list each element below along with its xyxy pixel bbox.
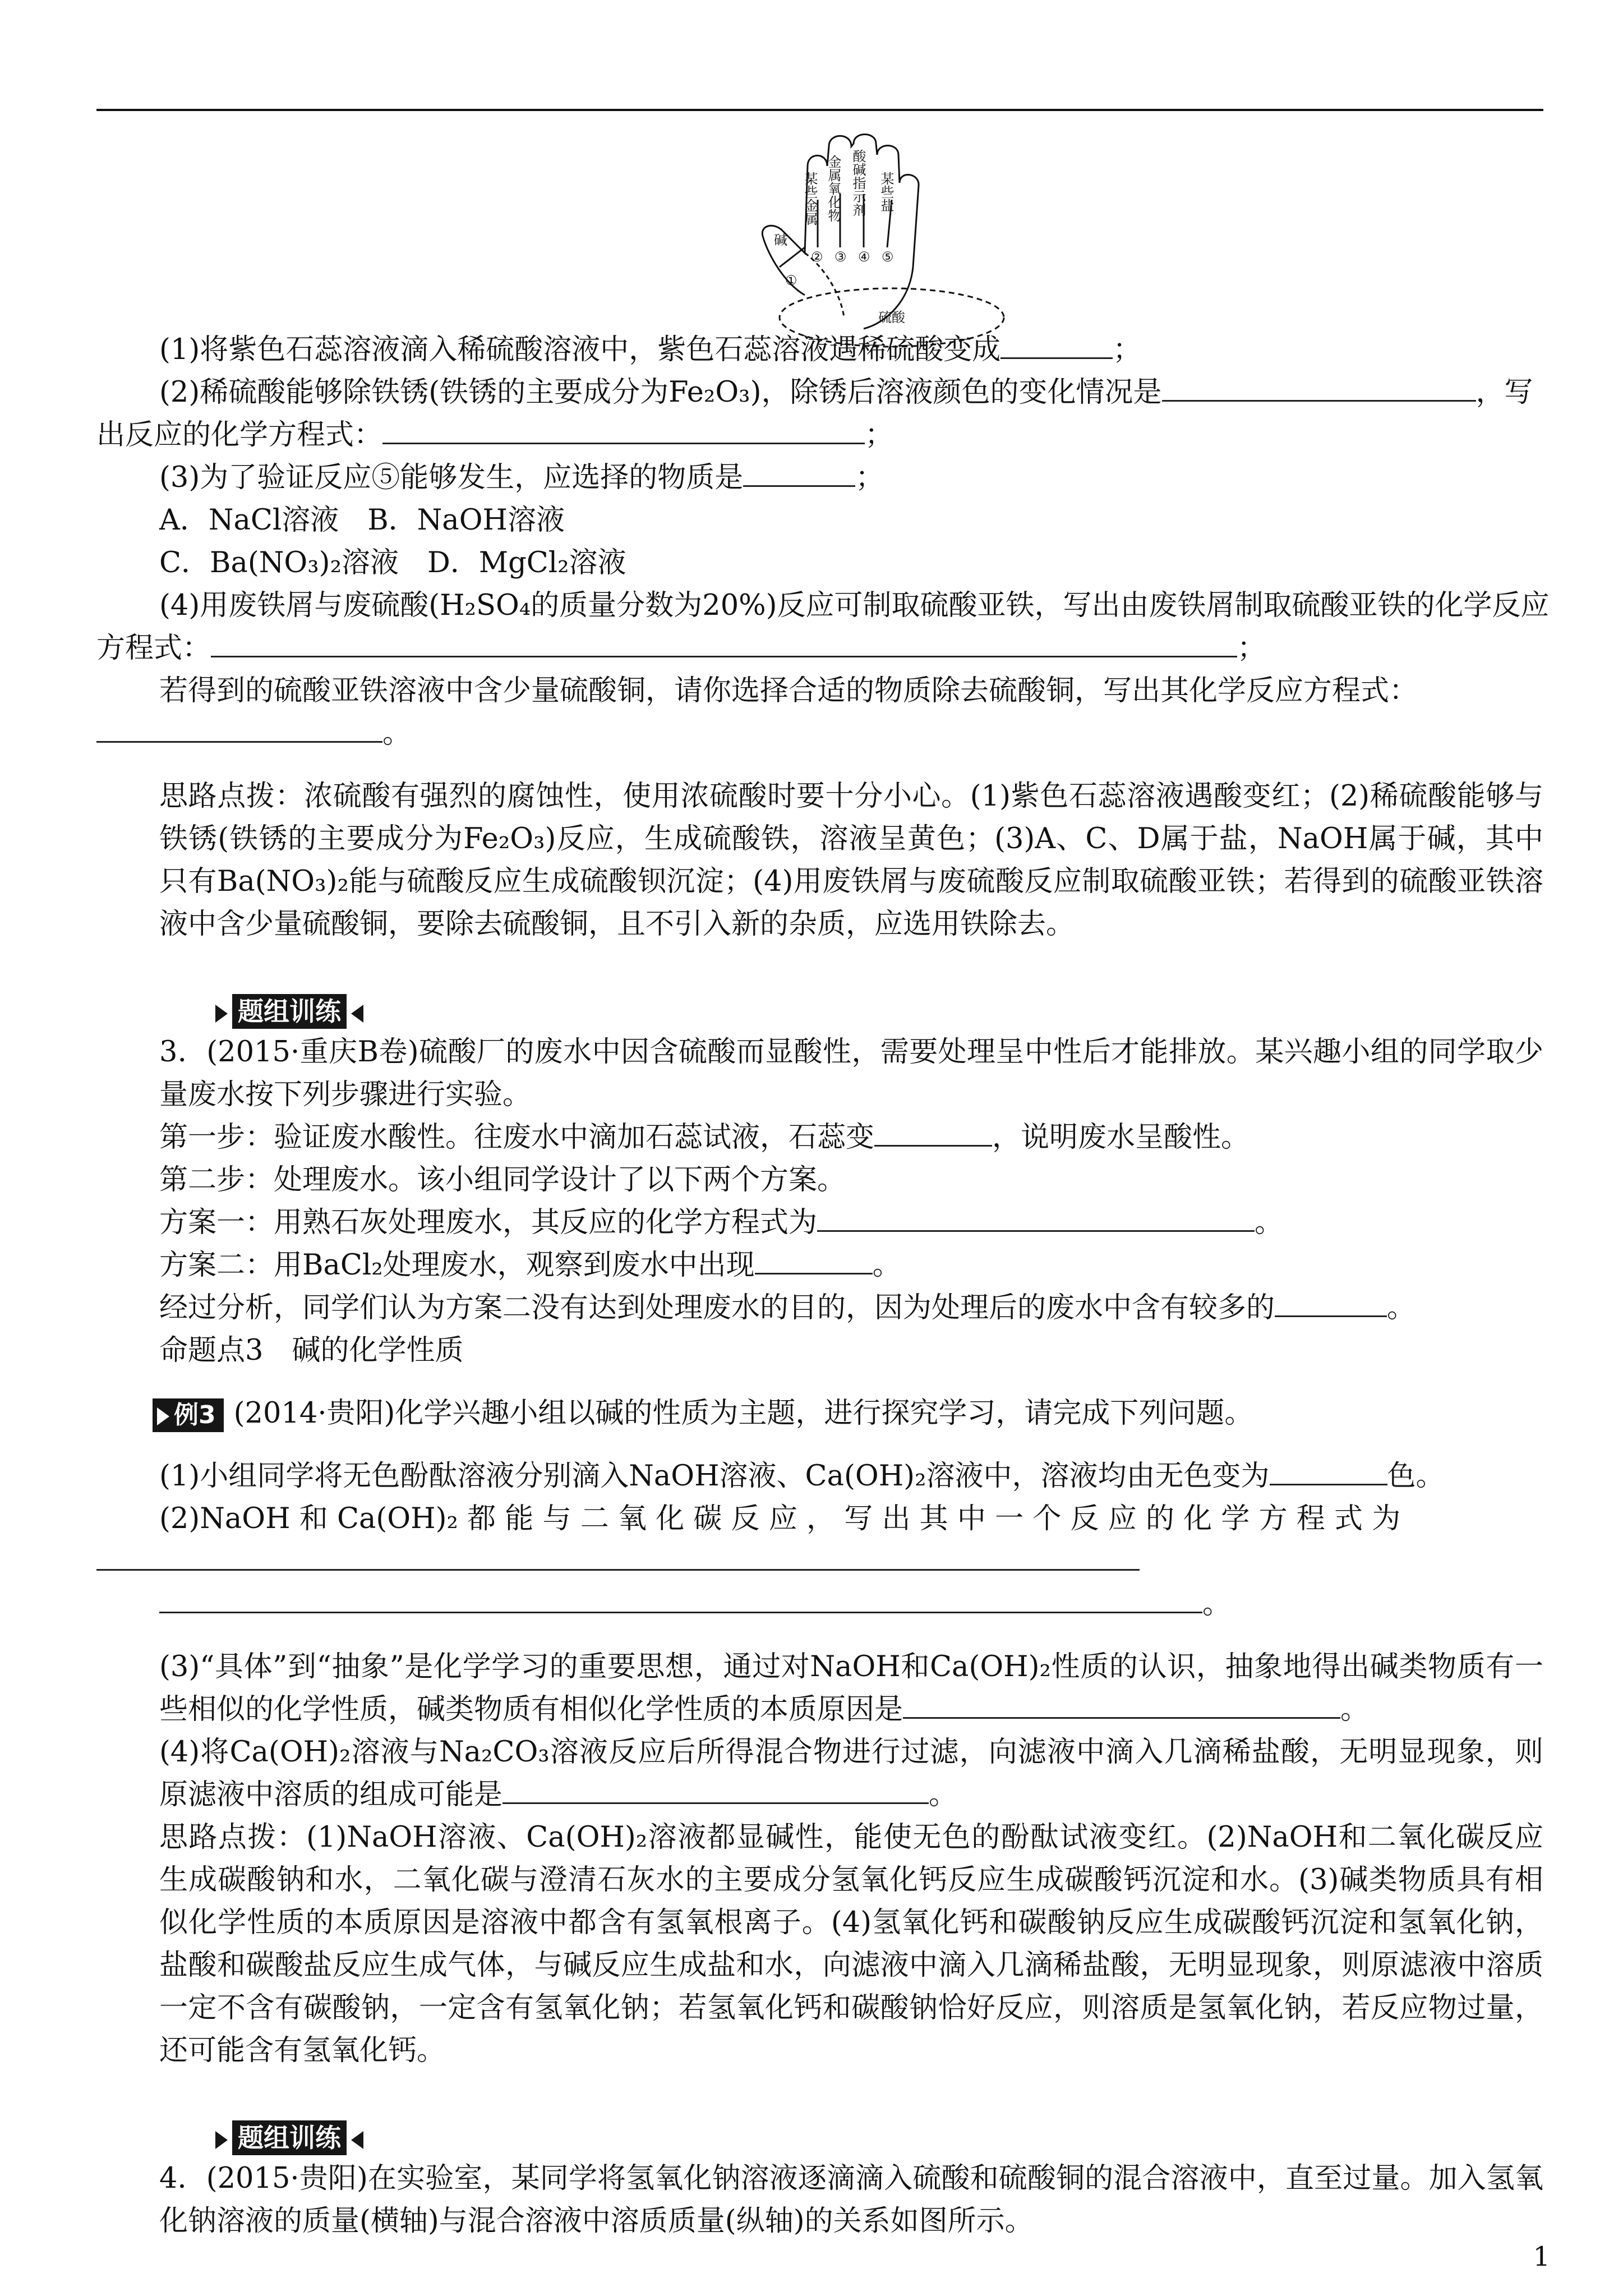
answer-blank[interactable] — [1275, 1290, 1387, 1317]
question-2-end: ，写 — [1476, 376, 1533, 409]
step-1 — [96, 1116, 1543, 1159]
options-cd: C．Ba(NO₃)₂溶液 D．MgCl₂溶液 — [159, 546, 626, 579]
question-5-answer-line — [96, 712, 1543, 755]
step-1-end: ，说明废水呈酸性。 — [992, 1121, 1250, 1154]
plan-2 — [96, 1244, 1543, 1287]
thumb-label: 碱 — [774, 232, 787, 248]
answer-blank[interactable] — [903, 1691, 1340, 1719]
answer-blank[interactable] — [159, 1586, 1202, 1613]
question-1 — [96, 329, 1543, 371]
analysis-text: 经过分析，同学们认为方案二没有达到处理废水的目的，因为处理后的废水中含有较多的 — [159, 1291, 1275, 1324]
answer-blank[interactable] — [96, 1543, 1140, 1571]
punctuation: 。 — [382, 717, 412, 750]
analysis — [96, 1287, 1543, 1329]
example-badge — [153, 1398, 224, 1432]
finger-label-2: 金属氧化物 — [826, 155, 841, 222]
hint-paragraph-1: 思路点拨：浓硫酸有强烈的腐蚀性，使用浓硫酸时要十分小心。(1)紫色石蕊溶液遇酸变红；(2)稀硫酸能够与铁锈(铁锈的主要成分为Fe₂O₃)反应，生成硫酸铁，溶液呈黄色；(3)A、C、D属于盐，NaOH属于碱，其中只有Ba(NO₃)₂能与硫酸反应生成硫酸钡沉淀；(4)用废铁屑与废硫酸反应制取硫酸亚铁；若得到的硫酸亚铁溶液中含少量硫酸铜，要除去硫酸铜，且不引入新的杂质，应选用铁除去。 — [159, 780, 1543, 941]
circle-number-1: ① — [785, 273, 797, 288]
training-tag-1 — [209, 994, 370, 1029]
answer-blank[interactable] — [1270, 1458, 1387, 1485]
example-q4 — [96, 1731, 1543, 1816]
plan-1 — [96, 1202, 1543, 1244]
triangle-right-icon — [215, 2131, 228, 2149]
answer-blank[interactable] — [874, 1119, 992, 1147]
punctuation: 。 — [1387, 1291, 1416, 1324]
answer-blank[interactable] — [1162, 374, 1476, 402]
header-rule — [96, 109, 1543, 111]
triangle-left-icon — [351, 1005, 363, 1023]
example-q4-text: (4)将Ca(OH)₂溶液与Na₂CO₃溶液反应后所得混合物进行过滤，向滤液中滴入几滴稀盐酸，无明显现象，则原滤液中溶质的组成可能是 — [159, 1736, 1543, 1811]
circle-number-5: ⑤ — [882, 249, 894, 265]
circle-number-4: ④ — [858, 249, 870, 265]
hint-paragraph-2: 思路点拨：(1)NaOH溶液、Ca(OH)₂溶液都显碱性，能使无色的酚酞试液变红。(2)NaOH和二氧化碳反应生成碳酸钠和水，二氧化碳与澄清石灰水的主要成分氢氧化钙反应生成碳酸钙沉淀和水。(3)碱类物质具有相似化学性质的本质原因是溶液中都含有氢氧根离子。(4)氢氧化钙和碳酸钠反应生成碳酸钙沉淀和氢氧化钠，盐酸和碳酸盐反应生成气体，与碱反应生成盐和水，向滤液中滴入几滴稀盐酸，无明显现象，则原滤液中溶质一定不含有碳酸钠，一定含有氢氧化钠；若氢氧化钙和碳酸钠恰好反应，则溶质是氢氧化钠，若反应物过量，还可能含有氢氧化钙。 — [159, 1821, 1543, 2067]
punctuation: ； — [1113, 333, 1142, 366]
answer-blank[interactable] — [211, 630, 1237, 657]
example-3 — [96, 1392, 1543, 1435]
plan-2-text: 方案二：用BaCl₂处理废水，观察到废水中出现 — [159, 1249, 755, 1282]
triangle-right-icon — [215, 1005, 228, 1023]
punctuation: 。 — [1340, 1693, 1370, 1726]
finger-label-1: 某些金属 — [802, 172, 818, 226]
punctuation: ； — [855, 461, 884, 494]
training-label: 题组训练 — [232, 994, 347, 1029]
answer-blank[interactable] — [755, 1247, 873, 1274]
finger-label-4: 某些盐 — [878, 172, 894, 212]
training-label: 题组训练 — [232, 2120, 347, 2155]
question-2-text: (2)稀硫酸能够除铁锈(铁锈的主要成分为Fe₂O₃)，除锈后溶液颜色的变化情况是 — [159, 376, 1162, 409]
question-2-equation-prompt: 出反应的化学方程式： — [96, 418, 383, 452]
example-q2: (2)NaOH 和 Ca(OH)₂ 都 能 与 二 氧 化 碳 反 应 ， 写 出 其 中 一 个 反 应 的 化 学 方 程 式 为 — [159, 1502, 1401, 1535]
example-q2-line-1 — [96, 1540, 1543, 1583]
triangle-left-icon — [351, 2131, 363, 2149]
page-number: 1 — [1533, 2241, 1550, 2272]
topic-heading: 命题点3 碱的化学性质 — [159, 1334, 464, 1367]
question-1-text: (1)将紫色石蕊溶液滴入稀硫酸溶液中，紫色石蕊溶液遇稀硫酸变成 — [159, 333, 1001, 366]
step-2: 第二步：处理废水。该小组同学设计了以下两个方案。 — [159, 1163, 846, 1197]
example-text: (2014·贵阳)化学兴趣小组以碱的性质为主题，进行探究学习，请完成下列问题。 — [233, 1397, 1253, 1430]
answer-blank[interactable] — [817, 1204, 1255, 1232]
options-ab: A．NaCl溶液 B．NaOH溶液 — [159, 504, 565, 537]
question-5: 若得到的硫酸亚铁溶液中含少量硫酸铜，请你选择合适的物质除去硫酸铜，写出其化学反应方程式： — [159, 674, 1418, 707]
finger-label-3: 酸碱指示剂 — [850, 149, 866, 217]
document-body — [96, 329, 1550, 2243]
answer-blank[interactable] — [502, 1777, 929, 1804]
punctuation: 。 — [1202, 1588, 1232, 1621]
answer-blank[interactable] — [743, 459, 855, 487]
example-q1-text: (1)小组同学将无色酚酞溶液分别滴入NaOH溶液、Ca(OH)₂溶液中，溶液均由无色变为 — [159, 1460, 1270, 1493]
punctuation: 。 — [872, 1249, 901, 1282]
question-4-equation-prompt: 方程式： — [96, 632, 211, 665]
example-q3-text: (3)“具体”到“抽象”是化学学习的重要思想，通过对NaOH和Ca(OH)₂性质的认识，抽象地得出碱类物质有一些相似的化学性质，碱类物质有相似化学性质的本质原因是 — [159, 1650, 1543, 1726]
hand-diagram — [751, 132, 1066, 362]
problem-3: 3．(2015·重庆B卷)硫酸厂的废水中因含硫酸而显酸性，需要处理呈中性后才能排放。某兴趣小组的同学取少量废水按下列步骤进行实验。 — [159, 1036, 1543, 1111]
example-q2-line-2 — [96, 1583, 1543, 1626]
circle-number-3: ③ — [834, 249, 847, 265]
example-q3 — [96, 1646, 1543, 1731]
example-q1-end: 色。 — [1387, 1460, 1445, 1493]
circle-number-2: ② — [811, 249, 823, 265]
question-3 — [96, 457, 1543, 499]
example-label: 例3 — [174, 1401, 216, 1429]
plan-1-text: 方案一：用熟石灰处理废水，其反应的化学方程式为 — [159, 1206, 818, 1239]
punctuation: 。 — [1255, 1206, 1284, 1239]
question-2 — [96, 371, 1543, 414]
punctuation: ； — [1237, 632, 1266, 665]
triangle-right-icon — [157, 1407, 169, 1425]
question-4: (4)用废铁屑与废硫酸(H₂SO₄的质量分数为20%)反应可制取硫酸亚铁，写出由废铁屑制取硫酸亚铁的化学反应 — [159, 589, 1550, 622]
question-4-continued — [96, 627, 1543, 670]
answer-blank[interactable] — [96, 715, 382, 743]
example-q1 — [96, 1455, 1543, 1498]
step-1-text: 第一步：验证废水酸性。往废水中滴加石蕊试液，石蕊变 — [159, 1121, 875, 1154]
problem-4: 4．(2015·贵阳)在实验室，某同学将氢氧化钠溶液逐滴滴入硫酸和硫酸铜的混合溶液中，直至过量。加入氢氧化钠溶液的质量(横轴)与混合溶液中溶质质量(纵轴)的关系如图所示。 — [159, 2162, 1543, 2238]
palm-label: 硫酸 — [878, 310, 905, 325]
training-tag-2 — [209, 2120, 370, 2155]
punctuation: ； — [865, 418, 894, 452]
punctuation: 。 — [929, 1778, 958, 1811]
answer-blank[interactable] — [382, 417, 865, 444]
answer-blank[interactable] — [1000, 332, 1113, 359]
question-2-continued — [96, 414, 1543, 457]
question-3-text: (3)为了验证反应⑤能够发生，应选择的物质是 — [159, 461, 744, 494]
